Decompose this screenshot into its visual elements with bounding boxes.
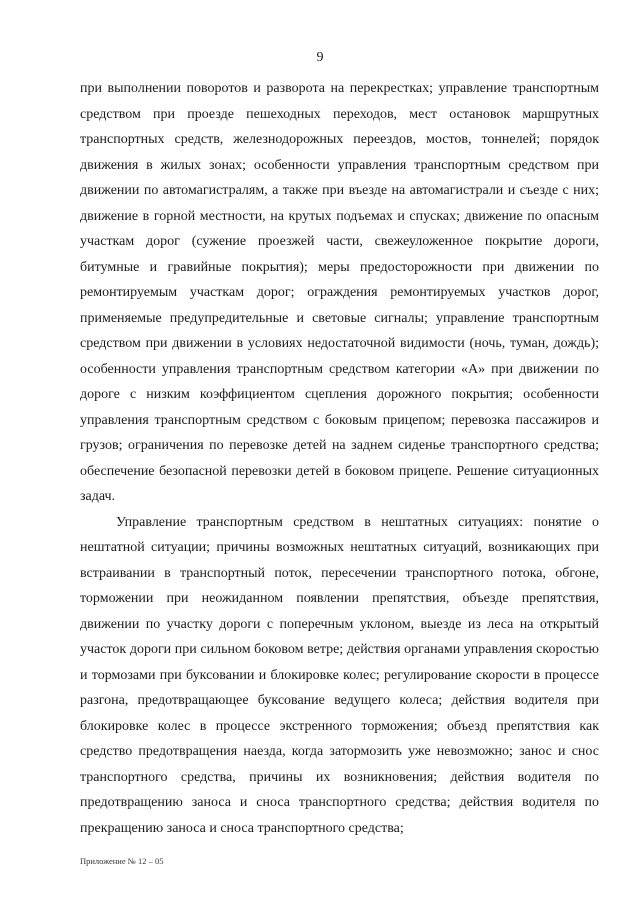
- paragraph-2: Управление транспортным средством в нештатных ситуациях: понятие о нештатной ситуации; причины возможных нештатных ситуаций, возникающих при встраивании в транспортный поток, пересечении транспортного потока, обгоне, торможении при неожиданном появлении препятствия, объезде препятствия, движении по участку дороги с поперечным уклоном, выезде из леса на открытый участок дороги при сильном боковом ветре; действия органами управления скоростью и тормозами при буксовании и блокировке колес; регулирование скорости в процессе разгона, предотвращающее буксование ведущего колеса; действия водителя при блокировке колес в процессе экстренного торможения; объезд препятствия как средство предотвращения наезда, когда затормозить уже невозможно; занос и снос транспортного средства, причины их возникновения; действия водителя по предотвращению заноса и сноса транспортного средства; действия водителя по прекращению заноса и сноса транспортного средства;: [80, 514, 599, 836]
- document-body: [80, 76, 599, 841]
- page-number: 9: [316, 50, 324, 65]
- paragraph-1: при выполнении поворотов и разворота на перекрестках; управление транспортным средством при проезде пешеходных переходов, мест остановок маршрутных транспортных средств, железнодорожных переездов, мостов, тоннелей; порядок движения в жилых зонах; особенности управления транспортным средством при движении по автомагистралям, а также при въезде на автомагистрали и съезде с них; движение в горной местности, на крутых подъемах и спусках; движение по опасным участкам дорог (сужение проезжей части, свежеуложенное покрытие дороги, битумные и гравийные покрытия); меры предосторожности при движении по ремонтируемым участкам дорог; ограждения ремонтируемых участков дорог, применяемые предупредительные и световые сигналы; управление транспортным средством при движении в условиях недостаточной видимости (ночь, туман, дождь); особенности управления транспортным средством категории «А» при движении по дороге с низким коэффициентом сцепления дорожного покрытия; особенности управления транспортным средством с боковым прицепом; перевозка пассажиров и грузов; ограничения по перевозке детей на заднем сиденье транспортного средства; обеспечение безопасной перевозки детей в боковом прицепе. Решение ситуационных задач.: [80, 81, 599, 504]
- footer-note: Приложение № 12 – 05: [80, 856, 164, 866]
